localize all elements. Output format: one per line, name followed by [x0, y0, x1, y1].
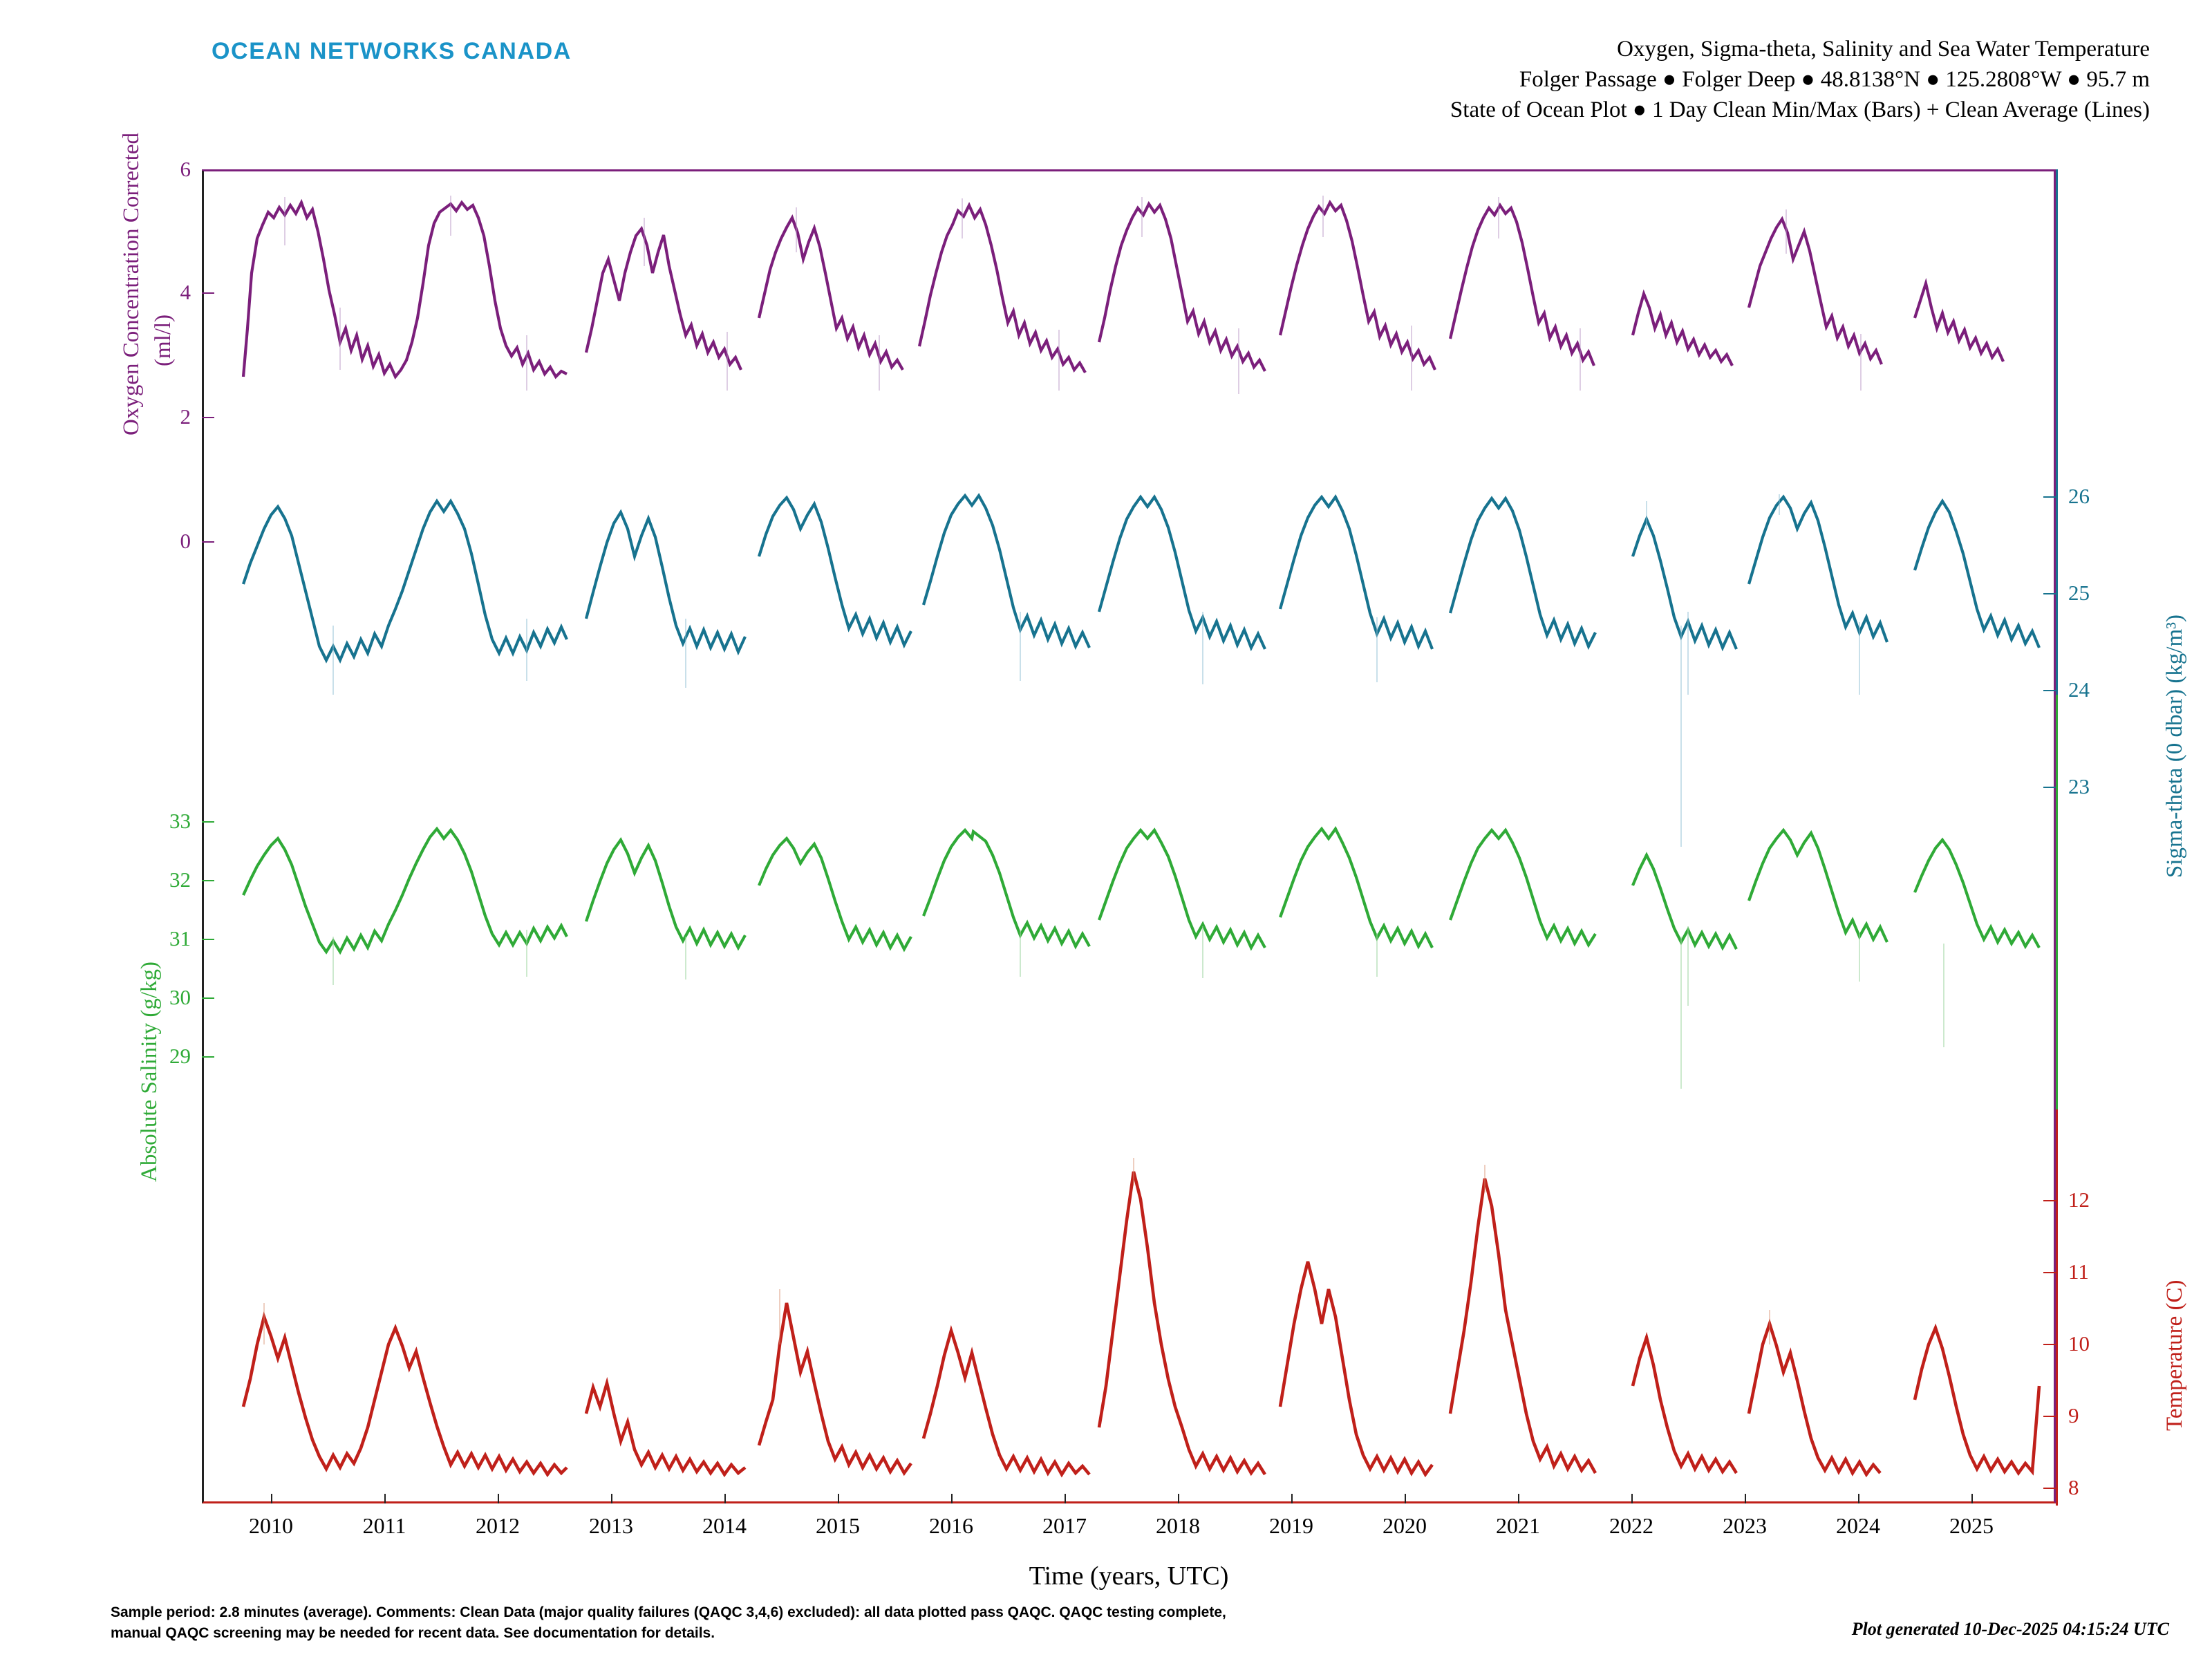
series-absolute-salinity-minmax [333, 926, 1944, 1089]
right-axis-segment-temperature [2056, 1109, 2058, 1506]
xtickmark-2012 [498, 1494, 499, 1503]
axis-label-time: Time (years, UTC) [1029, 1562, 1229, 1591]
chart-title-line2: Folger Passage ● Folger Deep ● 48.8138°N ● 125.2808°W ● 95.7 m [1519, 66, 2150, 92]
ytick-oxygen-6: 6 [180, 157, 191, 181]
xtickmark-2011 [384, 1494, 386, 1503]
axis-label-oxygen-units: (ml/l) [151, 314, 176, 366]
ytick-sigma-24: 24 [2068, 677, 2090, 702]
xtickmark-2025 [1971, 1494, 1973, 1503]
ytick-salinity-31: 31 [169, 926, 191, 950]
right-axis-segment-salinity [2056, 695, 2058, 1109]
xtick-2016: 2016 [929, 1513, 973, 1538]
xtickmark-2015 [838, 1494, 839, 1503]
ytick-oxygen-4: 4 [180, 280, 191, 304]
series-sigma-theta [243, 496, 2039, 660]
chart-title-line3: State of Ocean Plot ● 1 Day Clean Min/Max (Bars) + Clean Average (Lines) [1450, 97, 2150, 122]
ytick-sigma-25: 25 [2068, 581, 2090, 605]
tickmark-oxygen-4 [202, 292, 214, 294]
xtickmark-2023 [1745, 1494, 1746, 1503]
footer-notes [111, 1602, 1770, 1644]
xtick-2025: 2025 [1949, 1513, 1994, 1538]
series-sigma-theta-minmax [333, 494, 1859, 847]
tickmark-oxygen-0 [202, 541, 214, 543]
ytick-oxygen-0: 0 [180, 529, 191, 553]
tickmark-sigma-23 [2043, 787, 2056, 788]
xtick-2011: 2011 [362, 1513, 406, 1538]
tickmark-salinity-32 [202, 880, 214, 881]
chart-title-block [1450, 35, 2150, 126]
xtick-2022: 2022 [1609, 1513, 1653, 1538]
ytick-salinity-29: 29 [169, 1044, 191, 1068]
ytick-sigma-26: 26 [2068, 484, 2090, 508]
xtickmark-2013 [611, 1494, 612, 1503]
ytick-salinity-33: 33 [169, 809, 191, 833]
xtick-2014: 2014 [702, 1513, 747, 1538]
tickmark-salinity-33 [202, 821, 214, 823]
xtickmark-2010 [271, 1494, 272, 1503]
xtickmark-2022 [1631, 1494, 1633, 1503]
series-temperature-minmax [264, 1158, 1770, 1344]
xtick-2020: 2020 [1382, 1513, 1427, 1538]
brand-logo-text: OCEAN NETWORKS CANADA [212, 38, 572, 64]
ytick-temperature-9: 9 [2068, 1403, 2079, 1427]
tickmark-sigma-24 [2043, 690, 2056, 691]
footer-line-2: manual QAQC screening may be needed for recent data. See documentation for details. [111, 1625, 715, 1642]
xtick-2018: 2018 [1156, 1513, 1200, 1538]
series-absolute-salinity [243, 829, 2039, 952]
xtick-2017: 2017 [1042, 1513, 1087, 1538]
xtickmark-2017 [1065, 1494, 1066, 1503]
ytick-oxygen-2: 2 [180, 404, 191, 429]
axis-label-temperature: Temperature (C) [2162, 1280, 2187, 1431]
xtick-2010: 2010 [249, 1513, 293, 1538]
tickmark-temperature-10 [2043, 1344, 2056, 1345]
xtickmark-2019 [1291, 1494, 1293, 1503]
state-of-ocean-plot [169, 157, 2090, 1538]
tickmark-salinity-30 [202, 997, 214, 999]
axis-label-oxygen: Oxygen Concentration Corrected [119, 132, 144, 435]
xtickmark-2020 [1405, 1494, 1406, 1503]
tickmark-oxygen-2 [202, 417, 214, 418]
chart-title-line1: Oxygen, Sigma-theta, Salinity and Sea Water Temperature [1617, 37, 2150, 62]
axis-label-salinity: Absolute Salinity (g/kg) [137, 962, 162, 1182]
tickmark-salinity-29 [202, 1056, 214, 1058]
tickmark-temperature-9 [2043, 1416, 2056, 1417]
xtick-2015: 2015 [816, 1513, 860, 1538]
ytick-salinity-30: 30 [169, 985, 191, 1009]
ytick-temperature-8: 8 [2068, 1475, 2079, 1499]
ytick-temperature-12: 12 [2068, 1188, 2090, 1212]
xtick-2012: 2012 [476, 1513, 520, 1538]
generated-timestamp: Plot generated 10-Dec-2025 04:15:24 UTC [1851, 1619, 2169, 1639]
xtick-2024: 2024 [1836, 1513, 1880, 1538]
xtick-2019: 2019 [1269, 1513, 1313, 1538]
xtick-2013: 2013 [589, 1513, 633, 1538]
tickmark-oxygen-6 [202, 169, 214, 171]
series-oxygen [243, 203, 2003, 377]
footer-line-1: Sample period: 2.8 minutes (average). Comments: Clean Data (major quality failures (QAQC 3,4,6) excluded): all data plotted pass QAQC. QAQC testing complete, [111, 1604, 1226, 1620]
tickmark-temperature-8 [2043, 1488, 2056, 1489]
tickmark-sigma-26 [2043, 496, 2056, 498]
tickmark-salinity-31 [202, 939, 214, 940]
xtickmark-2014 [724, 1494, 726, 1503]
ytick-temperature-10: 10 [2068, 1331, 2090, 1356]
xtickmark-2021 [1518, 1494, 1519, 1503]
tickmark-sigma-25 [2043, 593, 2056, 594]
ytick-salinity-32: 32 [169, 868, 191, 892]
ytick-temperature-11: 11 [2068, 1259, 2089, 1284]
tickmark-temperature-12 [2043, 1200, 2056, 1201]
xtickmark-2018 [1178, 1494, 1179, 1503]
ytick-sigma-23: 23 [2068, 774, 2090, 798]
xtick-2023: 2023 [1723, 1513, 1767, 1538]
axis-label-sigma-theta: Sigma-theta (0 dbar) (kg/m³) [2162, 614, 2187, 878]
xtick-2021: 2021 [1496, 1513, 1540, 1538]
xtickmark-2024 [1858, 1494, 1859, 1503]
plot-data-canvas [202, 169, 2056, 1503]
xtickmark-2016 [951, 1494, 953, 1503]
right-axis-segment-sigma [2056, 169, 2058, 695]
tickmark-temperature-11 [2043, 1272, 2056, 1273]
